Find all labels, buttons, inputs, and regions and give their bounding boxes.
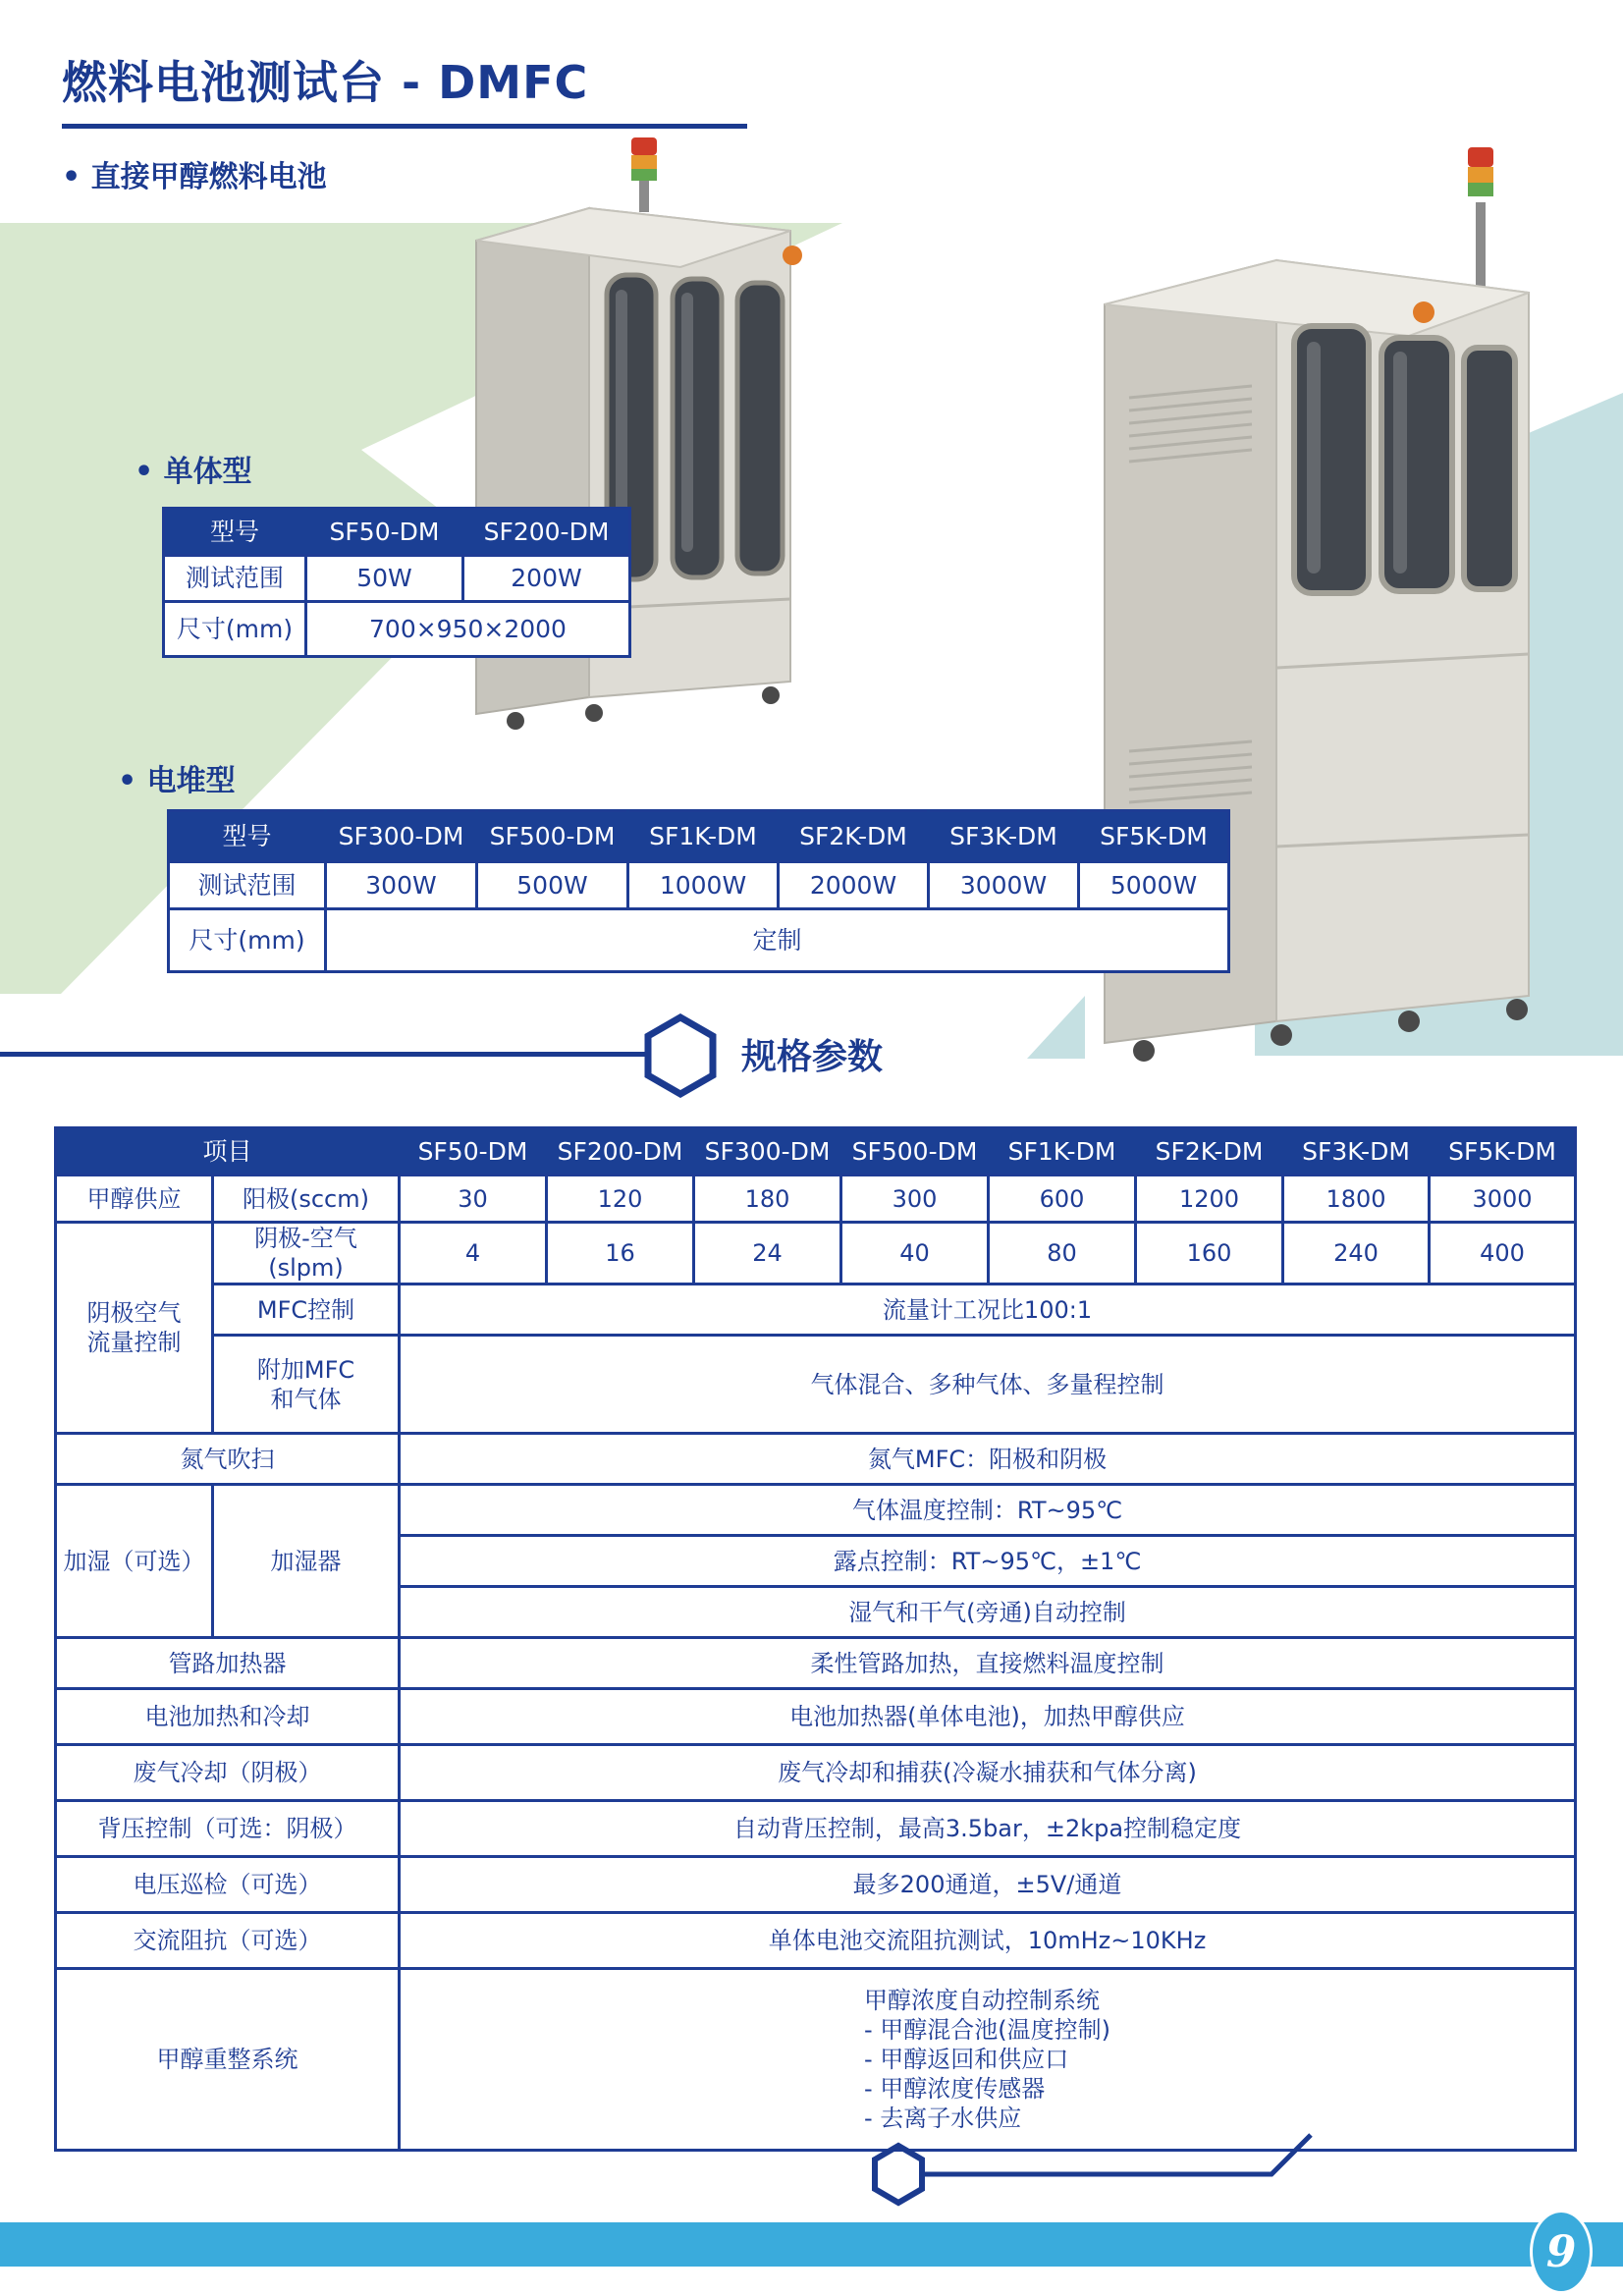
range-value: 5000W bbox=[1079, 862, 1229, 909]
cell-value: 160 bbox=[1136, 1223, 1283, 1285]
col-header-sf500: SF500-DM bbox=[477, 811, 628, 862]
row-label-anode: 阳极(sccm) bbox=[213, 1175, 400, 1223]
col-header-model: SF3K-DM bbox=[1283, 1128, 1430, 1175]
page-subtitle: • 直接甲醇燃料电池 bbox=[62, 160, 327, 194]
range-value: 3000W bbox=[929, 862, 1079, 909]
cell-value: 40 bbox=[841, 1223, 989, 1285]
size-value: 700×950×2000 bbox=[306, 602, 630, 657]
col-header-model: SF1K-DM bbox=[989, 1128, 1136, 1175]
col-header-model: SF50-DM bbox=[400, 1128, 547, 1175]
range-value: 2000W bbox=[779, 862, 929, 909]
range-value: 200W bbox=[463, 556, 630, 602]
cell-value-merged: 柔性管路加热，直接燃料温度控制 bbox=[400, 1638, 1576, 1689]
cell-value-merged: 气体混合、多种气体、多量程控制 bbox=[400, 1336, 1576, 1434]
spec-table-wrap bbox=[54, 1126, 1577, 2152]
cell-value-merged: 单体电池交流阻抗测试，10mHz~10KHz bbox=[400, 1913, 1576, 1969]
cell-value-merged: 气体温度控制：RT~95℃ bbox=[400, 1485, 1576, 1536]
spec-section-title: 规格参数 bbox=[741, 1037, 884, 1077]
range-value: 300W bbox=[326, 862, 477, 909]
col-header-model: 型号 bbox=[169, 811, 326, 862]
cell-value: 180 bbox=[694, 1175, 841, 1223]
row-label-cathode-air: 阴极-空气(slpm) bbox=[213, 1223, 400, 1285]
cell-value: 240 bbox=[1283, 1223, 1430, 1285]
row-label-voltage-scan: 电压巡检（可选） bbox=[56, 1857, 400, 1913]
group-label-cathode-air: 阴极空气 流量控制 bbox=[56, 1223, 213, 1434]
cell-value: 120 bbox=[547, 1175, 694, 1223]
col-header-model: SF500-DM bbox=[841, 1128, 989, 1175]
cell-value: 3000 bbox=[1430, 1175, 1576, 1223]
single-type-table bbox=[162, 507, 631, 658]
cell-value-merged: 电池加热器(单体电池)，加热甲醇供应 bbox=[400, 1689, 1576, 1745]
col-header-model: SF200-DM bbox=[547, 1128, 694, 1175]
col-header-sf300: SF300-DM bbox=[326, 811, 477, 862]
col-header-model: SF300-DM bbox=[694, 1128, 841, 1175]
footer-bar bbox=[0, 2222, 1623, 2267]
row-label-humidifier: 加湿器 bbox=[213, 1485, 400, 1638]
hexagon-icon bbox=[875, 2146, 922, 2203]
row-label-n2-purge: 氮气吹扫 bbox=[56, 1434, 400, 1485]
cell-value: 1800 bbox=[1283, 1175, 1430, 1223]
cell-value: 30 bbox=[400, 1175, 547, 1223]
group-label-methanol: 甲醇供应 bbox=[56, 1175, 213, 1223]
cell-value: 80 bbox=[989, 1223, 1136, 1285]
row-label-range: 测试范围 bbox=[169, 862, 326, 909]
col-header-sf5k: SF5K-DM bbox=[1079, 811, 1229, 862]
col-header-sf200: SF200-DM bbox=[463, 509, 630, 556]
col-header-sf3k: SF3K-DM bbox=[929, 811, 1079, 862]
cell-value-merged: 露点控制：RT~95℃，±1℃ bbox=[400, 1536, 1576, 1587]
group-label-humidify: 加湿（可选） bbox=[56, 1485, 213, 1638]
col-header-sf50: SF50-DM bbox=[306, 509, 463, 556]
range-value: 1000W bbox=[628, 862, 779, 909]
row-label-size: 尺寸(mm) bbox=[169, 909, 326, 972]
col-header-sf2k: SF2K-DM bbox=[779, 811, 929, 862]
stack-type-table bbox=[167, 809, 1230, 973]
reform-detail-list: 甲醇浓度自动控制系统 - 甲醇混合池(温度控制) - 甲醇返回和供应口 - 甲醇浓度传感器 - 去离子水供应 bbox=[864, 1987, 1111, 2132]
row-label-range: 测试范围 bbox=[164, 556, 306, 602]
hexagon-icon bbox=[641, 1013, 720, 1098]
cell-value: 400 bbox=[1430, 1223, 1576, 1285]
section-connector-line bbox=[0, 1052, 646, 1057]
cell-value-merged: 氮气MFC：阳极和阴极 bbox=[400, 1434, 1576, 1485]
row-label-size: 尺寸(mm) bbox=[164, 602, 306, 657]
cell-value: 16 bbox=[547, 1223, 694, 1285]
range-value: 50W bbox=[306, 556, 463, 602]
row-label-mfc: MFC控制 bbox=[213, 1285, 400, 1336]
spec-table bbox=[54, 1126, 1577, 2152]
range-value: 500W bbox=[477, 862, 628, 909]
size-value: 定制 bbox=[326, 909, 1229, 972]
row-label-cell-heating: 电池加热和冷却 bbox=[56, 1689, 400, 1745]
row-label-addmfc: 附加MFC 和气体 bbox=[213, 1336, 400, 1434]
cell-value-merged: 自动背压控制，最高3.5bar，±2kpa控制稳定度 bbox=[400, 1801, 1576, 1857]
single-type-heading: • 单体型 bbox=[135, 455, 252, 489]
row-label-pipe-heater: 管路加热器 bbox=[56, 1638, 400, 1689]
cell-value: 24 bbox=[694, 1223, 841, 1285]
col-header-sf1k: SF1K-DM bbox=[628, 811, 779, 862]
cell-value: 1200 bbox=[1136, 1175, 1283, 1223]
stack-type-heading: • 电堆型 bbox=[118, 764, 236, 798]
row-label-methanol-reform: 甲醇重整系统 bbox=[56, 1969, 400, 2151]
col-header-item: 项目 bbox=[56, 1128, 400, 1175]
cell-value-merged: 流量计工况比100:1 bbox=[400, 1285, 1576, 1336]
col-header-model: SF5K-DM bbox=[1430, 1128, 1576, 1175]
cell-value-merged: 最多200通道，±5V/通道 bbox=[400, 1857, 1576, 1913]
cell-value: 300 bbox=[841, 1175, 989, 1223]
page-title: 燃料电池测试台 - DMFC bbox=[62, 56, 589, 109]
cell-value: 600 bbox=[989, 1175, 1136, 1223]
cell-value-merged: 湿气和干气(旁通)自动控制 bbox=[400, 1587, 1576, 1638]
col-header-model: SF2K-DM bbox=[1136, 1128, 1283, 1175]
cell-value-merged: 废气冷却和捕获(冷凝水捕获和气体分离) bbox=[400, 1745, 1576, 1801]
bottom-hexagon-decoration bbox=[864, 2121, 1325, 2219]
row-label-ac-impedance: 交流阻抗（可选） bbox=[56, 1913, 400, 1969]
row-label-exhaust-cooling: 废气冷却（阴极） bbox=[56, 1745, 400, 1801]
row-label-backpressure: 背压控制（可选：阴极） bbox=[56, 1801, 400, 1857]
page-number-badge: 9 bbox=[1530, 2210, 1593, 2294]
col-header-model: 型号 bbox=[164, 509, 306, 556]
cell-value: 4 bbox=[400, 1223, 547, 1285]
title-underline bbox=[62, 124, 747, 129]
